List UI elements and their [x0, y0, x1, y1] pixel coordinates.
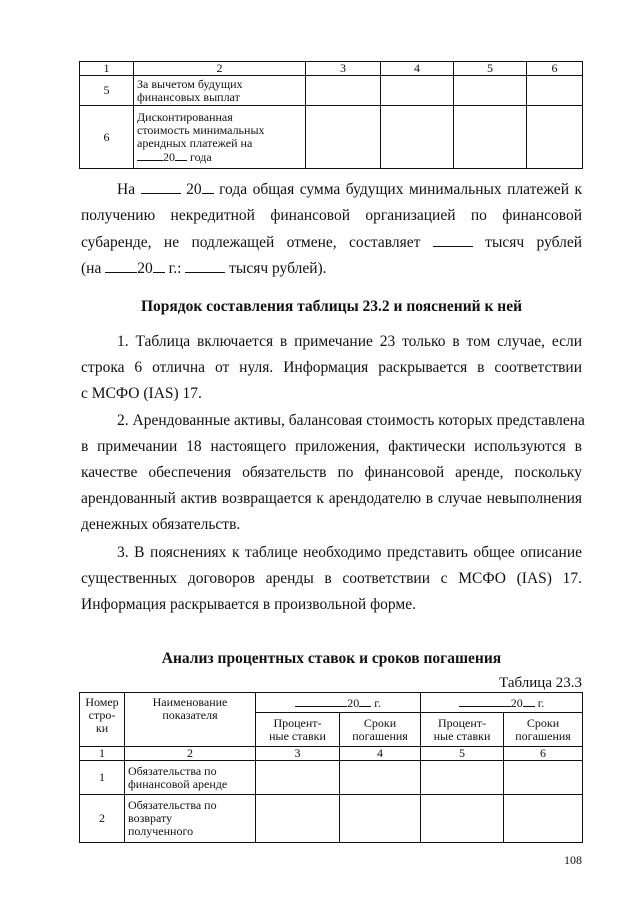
- text-fragment: г.:: [168, 260, 182, 277]
- col-number-5: 5: [454, 62, 527, 76]
- col-number-3: 3: [306, 62, 381, 76]
- empty-cell: [340, 795, 421, 843]
- table-23-3: [79, 692, 583, 843]
- row-name-line: финансовой аренде: [128, 776, 228, 791]
- empty-cell: [504, 761, 583, 795]
- paragraph-line: [81, 181, 582, 199]
- row-name-line: Дисконтированная: [137, 109, 233, 124]
- header-line: Наименование: [152, 695, 228, 709]
- text-fragment: На: [117, 181, 136, 198]
- header-line: ные ставки: [269, 728, 326, 743]
- year-blank: [175, 150, 187, 161]
- col-header-period-1: [256, 693, 421, 713]
- col-number-2: 2: [125, 747, 256, 761]
- col-header-rates: [421, 713, 504, 747]
- year-blank: [202, 181, 214, 194]
- col-header-period-2: [421, 693, 583, 713]
- text-fragment: 20: [186, 181, 202, 198]
- text-fragment: года общая сумма будущих минимальных платежей к: [219, 181, 583, 198]
- amount-blank: [185, 260, 225, 273]
- date-year: 20: [163, 149, 175, 164]
- year-number: 20: [347, 695, 360, 710]
- header-line: погашения: [352, 728, 408, 743]
- year-blank: [153, 260, 165, 273]
- header-line: погашения: [515, 728, 571, 743]
- row-name: [125, 795, 256, 843]
- row-number: 1: [80, 761, 125, 795]
- table-header-row: [80, 62, 583, 76]
- empty-cell: [306, 76, 381, 106]
- empty-cell: [504, 795, 583, 843]
- row-name: [134, 106, 306, 169]
- item-line: арендованный актив возвращается к арендодателю в случае невыполнения: [81, 490, 582, 507]
- item-line: с МСФО (IAS) 17.: [81, 385, 202, 402]
- header-line: ные ставки: [433, 728, 491, 743]
- col-number-2: 2: [134, 62, 306, 76]
- table-row: [80, 761, 583, 795]
- empty-cell: [381, 76, 454, 106]
- row-number: 6: [80, 106, 134, 169]
- year-suffix: г.: [374, 695, 381, 710]
- item-line: 3. В пояснениях к таблице необходимо представить общее описание: [117, 544, 582, 561]
- text-fragment: субаренде, не подлежащей отмене, составляет: [81, 234, 421, 251]
- date-blank: [137, 150, 163, 161]
- row-number: 2: [80, 795, 125, 843]
- section-heading: Порядок составления таблицы 23.2 и пояснений к ней: [140, 298, 523, 315]
- header-line: Процент-: [273, 715, 322, 730]
- col-header-terms: [504, 713, 583, 747]
- paragraph-line: получению некредитной финансовой организацией по финансовой: [81, 207, 582, 224]
- row-name-line: стоимость минимальных: [137, 122, 265, 137]
- empty-cell: [421, 761, 504, 795]
- table-header-row: [80, 693, 583, 713]
- col-header-terms: [340, 713, 421, 747]
- item-line: 1. Таблица включается в примечание 23 только в том случае, если: [117, 333, 582, 350]
- empty-cell: [256, 761, 340, 795]
- table-label: Таблица 23.3: [499, 675, 582, 691]
- row-name-line: За вычетом будущих: [137, 76, 243, 91]
- item-line: существенных договоров аренды в соответствии с МСФО (IAS) 17.: [81, 570, 582, 587]
- empty-cell: [454, 106, 527, 169]
- row-name-line: [137, 150, 302, 164]
- table-23-2-continuation: [79, 61, 583, 169]
- item-line: качестве обеспечения обязательств по финансовой аренде, поскольку: [81, 464, 582, 481]
- col-number-4: 4: [381, 62, 454, 76]
- year-suffix: г.: [537, 695, 545, 710]
- empty-cell: [256, 795, 340, 843]
- col-number-5: 5: [421, 747, 504, 761]
- text-fragment: тысяч рублей).: [229, 260, 327, 277]
- item-line: Информация раскрывается в произвольной форме.: [81, 596, 416, 613]
- year-number: 20: [510, 695, 523, 710]
- table-row: [80, 76, 583, 106]
- col-header-rates: [256, 713, 340, 747]
- year-blank: [359, 696, 371, 707]
- header-line: Процент-: [437, 715, 487, 730]
- amount-blank: [433, 234, 473, 247]
- row-name-line: финансовых выплат: [137, 89, 240, 104]
- row-name-line: Обязательства по: [128, 798, 217, 812]
- row-name-line: возврату: [128, 811, 173, 825]
- col-number-1: 1: [80, 62, 134, 76]
- col-number-3: 3: [256, 747, 340, 761]
- year-blank: [523, 696, 535, 707]
- row-name: [134, 76, 306, 106]
- col-header-indicator: [125, 693, 256, 747]
- paragraph-line: [81, 234, 582, 252]
- table-heading: Анализ процентных ставок и сроков погашения: [161, 650, 502, 667]
- row-name-line: полученного: [128, 824, 194, 838]
- row-number: 5: [80, 76, 134, 106]
- empty-cell: [381, 106, 454, 169]
- empty-cell: [527, 76, 583, 106]
- text-fragment: 20: [137, 260, 153, 277]
- row-name-line: Обязательства по: [128, 763, 217, 778]
- empty-cell: [306, 106, 381, 169]
- text-fragment: (на: [81, 260, 102, 277]
- item-line: денежных обязательств.: [81, 516, 241, 533]
- col-number-6: 6: [527, 62, 583, 76]
- empty-cell: [527, 106, 583, 169]
- col-number-1: 1: [80, 747, 125, 761]
- item-line: строка 6 отлична от нуля. Информация раскрывается в соответствии: [81, 359, 582, 376]
- row-name: [125, 761, 256, 795]
- col-header-row-number: [80, 693, 125, 747]
- date-blank: [105, 260, 137, 273]
- table-row: [80, 106, 583, 169]
- empty-cell: [454, 76, 527, 106]
- date-blank: [295, 696, 347, 707]
- header-line: стро-: [88, 708, 116, 722]
- header-line: Номер: [85, 695, 119, 709]
- text-fragment: тысяч рублей: [485, 234, 583, 251]
- header-line: ки: [95, 721, 109, 735]
- page-number: 108: [564, 853, 582, 867]
- table-number-row: [80, 747, 583, 761]
- table-row: [80, 795, 583, 843]
- date-word: года: [190, 149, 212, 164]
- row-name-line: арендных платежей на: [137, 135, 253, 150]
- col-number-4: 4: [340, 747, 421, 761]
- empty-cell: [421, 795, 504, 843]
- item-line: 2. Арендованные активы, балансовая стоимость которых представлена: [117, 412, 585, 429]
- item-line: в примечании 18 настоящего приложения, фактически используются в: [81, 438, 582, 455]
- col-number-6: 6: [504, 747, 583, 761]
- paragraph-line: [81, 260, 582, 278]
- header-line: Сроки: [526, 715, 560, 730]
- header-line: показателя: [162, 708, 218, 722]
- date-blank: [141, 181, 181, 194]
- date-blank: [459, 696, 511, 707]
- header-line: Сроки: [363, 715, 397, 730]
- empty-cell: [340, 761, 421, 795]
